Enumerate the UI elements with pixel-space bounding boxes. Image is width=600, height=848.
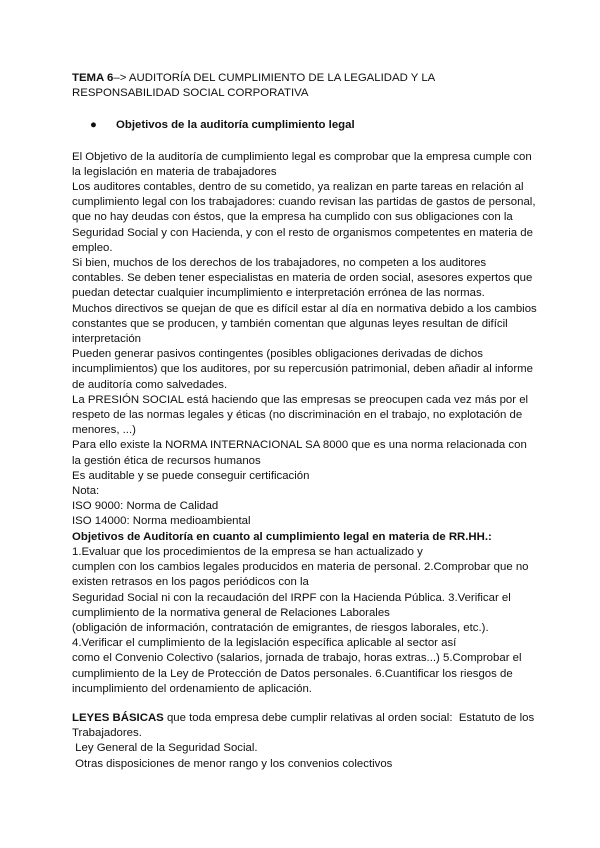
body-line: Pueden generar pasivos contingentes (posibles obligaciones derivadas de dichos <box>72 348 483 361</box>
body-line: Nota: <box>72 485 100 498</box>
body-line: que no hay deudas con éstos, que la empresa ha cumplido con sus obligaciones con la <box>72 211 513 224</box>
leyes-line-3: Ley General de la Seguridad Social. <box>72 742 258 755</box>
paragraph-gap <box>72 697 532 711</box>
objectives-line: existen retrasos en los pagos periódicos con la <box>72 576 309 589</box>
leyes-line-4: Otras disposiciones de menor rango y los convenios colectivos <box>72 757 393 770</box>
body-line: ISO 9000: Norma de Calidad <box>72 500 219 513</box>
page-title <box>72 71 532 101</box>
objectives-line: (obligación de información, contratación de emigrantes, de riesgos laborales, etc.). <box>72 621 489 634</box>
body-line: Es auditable y se puede conseguir certificación <box>72 469 310 482</box>
objectives-line: cumplimiento de la normativa general de Relaciones Laborales <box>72 606 390 619</box>
leyes-heading: LEYES BÁSICAS <box>72 711 164 724</box>
objectives-line: cumplen con los cambios legales producidos en materia de personal. 2.Comprobar que no <box>72 561 529 574</box>
body-line: ISO 14000: Norma medioambiental <box>72 515 251 528</box>
body-line: de auditoría como salvedades. <box>72 378 228 391</box>
objectives-line: Seguridad Social ni con la recaudación del IRPF con la Hacienda Pública. 3.Verificar el <box>72 591 511 604</box>
objectives-line: cumplimiento de la Ley de Protección de Datos personales. 6.Cuantificar los riesgos de <box>72 667 513 680</box>
bullet-heading-text: Objetivos de la auditoría cumplimiento legal <box>116 119 355 132</box>
body-line: Muchos directivos se quejan de que es difícil estar al día en normativa debido a los cambios <box>72 302 537 315</box>
leyes-line-1 <box>72 711 535 726</box>
body-line: interpretación <box>72 333 142 346</box>
bullet-icon: ● <box>90 119 97 132</box>
body-line: Si bien, muchos de los derechos de los trabajadores, no competen a los auditores <box>72 257 487 270</box>
title-arrow: –> <box>113 72 129 84</box>
title-line-1: AUDITORÍA DEL CUMPLIMIENTO DE LA LEGALIDAD Y LA <box>128 72 436 84</box>
body-line: incumplimientos) que los auditores, por su repercusión patrimonial, deben añadir al informe <box>72 363 533 376</box>
body-line: constantes que se producen, y también comentan que algunas leyes resultan de difícil <box>72 317 508 330</box>
body-line: menores, ...) <box>72 424 136 437</box>
body-line: puedan detectar cualquier incumplimiento e interpretación errónea de las normas. <box>72 287 485 300</box>
objectives-line: incumplimiento del ordenamiento de aplicación. <box>72 682 312 695</box>
body-line: Para ello existe la NORMA INTERNACIONAL SA 8000 que es una norma relacionada con <box>72 439 527 452</box>
leyes-intro: que toda empresa debe cumplir relativas al orden social: Estatuto de los <box>163 711 535 724</box>
title-line-2: RESPONSABILIDAD SOCIAL CORPORATIVA <box>72 87 309 100</box>
objectives-heading: Objetivos de Auditoría en cuanto al cumplimiento legal en materia de RR.HH.: <box>72 530 492 543</box>
body-line: la legislación en materia de trabajadores <box>72 165 277 178</box>
objectives-line: 1.Evaluar que los procedimientos de la empresa se han actualizado y <box>72 545 423 558</box>
body-line: La PRESIÓN SOCIAL está haciendo que las empresas se preocupen cada vez más por el <box>72 393 529 406</box>
body-line: empleo. <box>72 241 113 254</box>
body-line: la gestión ética de recursos humanos <box>72 454 261 467</box>
body-line: respeto de las normas legales y éticas (no discriminación en el trabajo, no explotación de <box>72 409 523 422</box>
body-line: El Objetivo de la auditoría de cumplimiento legal es comprobar que la empresa cumple con <box>72 150 532 163</box>
body-text <box>72 150 537 772</box>
document-content <box>72 71 537 772</box>
body-line: contables. Se deben tener especialistas en materia de orden social, asesores expertos que <box>72 272 533 285</box>
body-line: cumplimiento legal con los trabajadores: cuando revisan las partidas de gastos de personal, <box>72 196 536 209</box>
objectives-line: 4.Verificar el cumplimiento de la legislación específica aplicable al sector así <box>72 637 457 650</box>
body-line: Los auditores contables, dentro de su cometido, ya realizan en parte tareas en relación al <box>72 181 524 194</box>
objectives-line: como el Convenio Colectivo (salarios, jornada de trabajo, horas extras...) 5.Comprobar el <box>72 652 522 665</box>
body-line: Seguridad Social y con Hacienda, y con el resto de organismos competentes en materia de <box>72 226 533 239</box>
bullet-heading <box>72 118 532 133</box>
title-prefix: TEMA 6 <box>72 72 114 84</box>
leyes-line-2: Trabajadores. <box>72 727 142 740</box>
